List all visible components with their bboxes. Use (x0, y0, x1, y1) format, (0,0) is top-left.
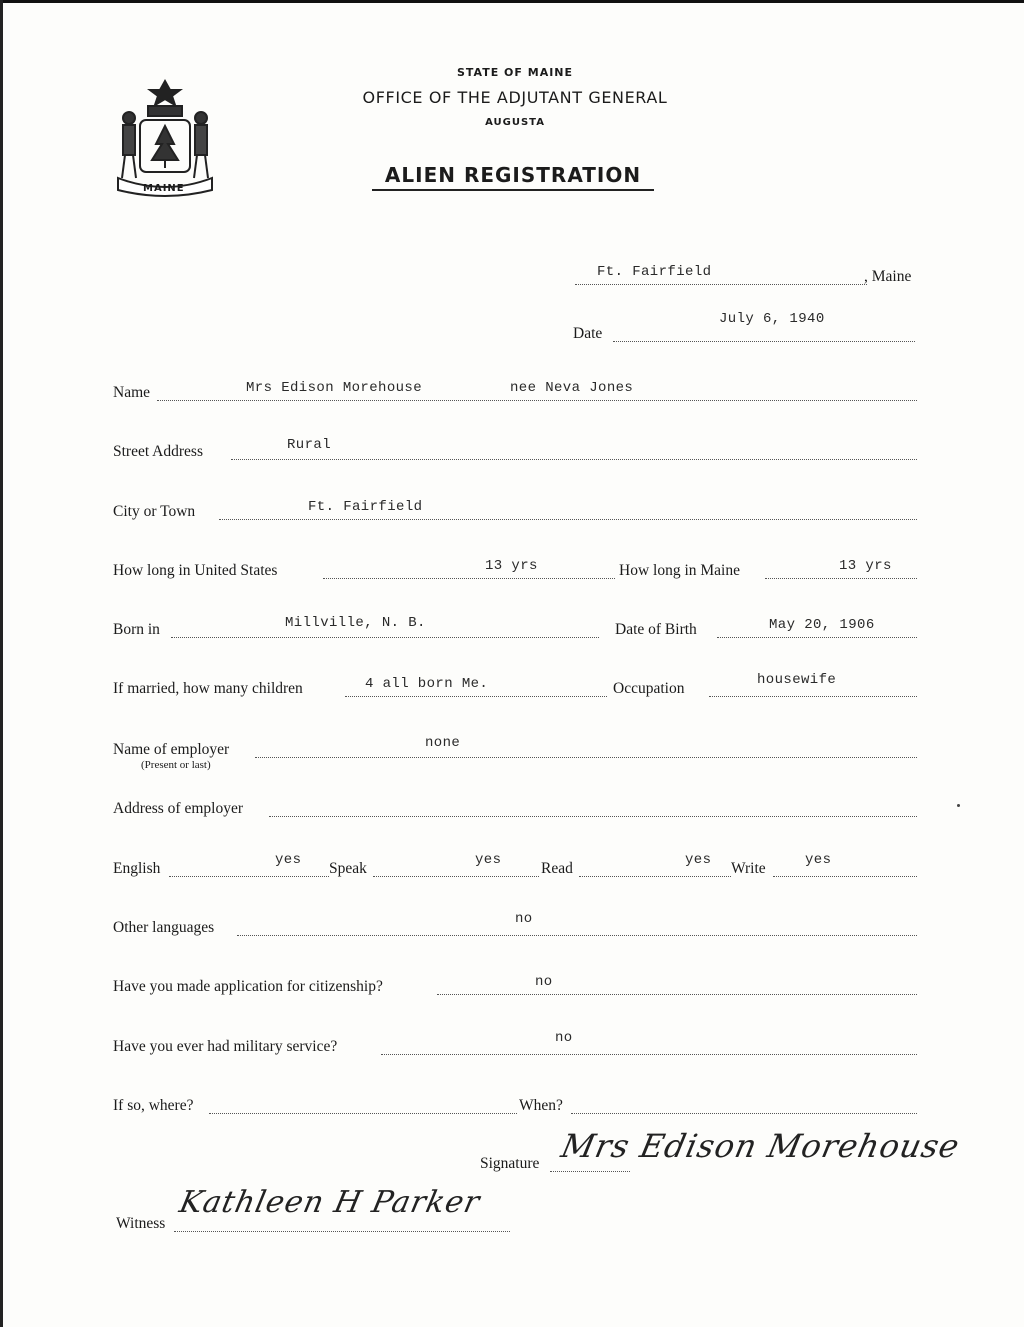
place-row (575, 264, 920, 292)
employer-address-line (269, 800, 917, 817)
employer-line (255, 741, 917, 758)
occupation-value: housewife (757, 672, 837, 688)
date-label: Date (573, 325, 603, 342)
write-value: yes (805, 852, 832, 868)
military-line (381, 1038, 917, 1055)
how-long-maine-label: How long in Maine (619, 562, 740, 579)
write-line (773, 860, 917, 877)
read-label: Read (541, 860, 573, 877)
citizenship-label: Have you made application for citizenship? (113, 978, 383, 995)
where-label: If so, where? (113, 1097, 194, 1114)
how-long-us-value: 13 yrs (485, 558, 538, 574)
speak-line (373, 860, 539, 877)
signature-label: Signature (480, 1155, 540, 1172)
witness-handwriting: Kathleen H Parker (176, 1185, 484, 1220)
date-of-birth-label: Date of Birth (615, 621, 697, 638)
write-label: Write (731, 860, 766, 877)
title-underline (372, 189, 654, 191)
children-label: If married, how many children (113, 680, 303, 697)
citizenship-line (437, 978, 917, 995)
read-value: yes (685, 852, 712, 868)
date-line (613, 325, 915, 342)
other-languages-line (237, 919, 917, 936)
street-address-line (231, 443, 917, 460)
signature-row (480, 1127, 964, 1185)
speak-value: yes (475, 852, 502, 868)
born-row (113, 615, 917, 645)
employer-row (113, 735, 917, 773)
military-value: no (555, 1030, 573, 1046)
city-heading: AUGUSTA (485, 117, 545, 128)
when-line (571, 1097, 917, 1114)
city-label: City or Town (113, 503, 196, 520)
other-languages-label: Other languages (113, 919, 215, 936)
state-heading: STATE OF MAINE (456, 66, 574, 79)
employer-address-label: Address of employer (113, 800, 243, 817)
military-label: Have you ever had military service? (113, 1038, 338, 1055)
date-row (573, 311, 918, 349)
children-row (113, 672, 917, 704)
english-value: yes (275, 852, 302, 868)
street-address-label: Street Address (113, 443, 203, 460)
when-label: When? (519, 1097, 563, 1114)
other-languages-value: no (515, 911, 533, 927)
place-suffix: , Maine (864, 268, 912, 285)
date-of-birth-value: May 20, 1906 (769, 617, 875, 633)
occupation-label: Occupation (613, 680, 685, 697)
how-long-maine-value: 13 yrs (839, 558, 892, 574)
where-line (209, 1097, 517, 1114)
english-line (169, 860, 329, 877)
born-in-value: Millville, N. B. (285, 615, 426, 631)
name-label: Name (113, 384, 151, 401)
speak-label: Speak (329, 860, 367, 877)
form-title: ALIEN REGISTRATION (384, 163, 642, 187)
scan-speck (957, 804, 960, 807)
street-address-value: Rural (287, 437, 332, 453)
how-long-row (113, 558, 917, 586)
citizenship-row (113, 974, 917, 1002)
witness-label: Witness (116, 1215, 166, 1232)
city-row (113, 499, 917, 527)
children-value: 4 all born Me. (365, 676, 489, 692)
date-value: July 6, 1940 (719, 311, 825, 327)
street-address-row (113, 437, 917, 467)
witness-row (116, 1185, 516, 1245)
employer-address-row (113, 800, 917, 824)
signature-handwriting: Mrs Edison Morehouse (557, 1127, 964, 1165)
how-long-us-label: How long in United States (113, 562, 278, 579)
scan-border-left (0, 0, 3, 1327)
citizenship-value: no (535, 974, 553, 990)
office-heading: OFFICE OF THE ADJUTANT GENERAL (362, 88, 668, 107)
language-row (113, 852, 917, 884)
employer-sublabel: (Present or last) (141, 759, 211, 771)
city-value: Ft. Fairfield (308, 499, 423, 515)
where-when-row (113, 1097, 917, 1121)
name-maiden-value: nee Neva Jones (510, 380, 634, 396)
scan-border-top (0, 0, 1024, 3)
seal-banner-text: MAINE (143, 183, 185, 194)
employer-label: Name of employer (113, 741, 230, 758)
place-value: Ft. Fairfield (597, 264, 712, 280)
english-label: English (113, 860, 161, 877)
name-value: Mrs Edison Morehouse (246, 380, 423, 396)
military-row (113, 1030, 917, 1062)
employer-value: none (425, 735, 461, 751)
other-languages-row (113, 911, 917, 943)
how-long-us-line (323, 562, 615, 579)
name-row (113, 380, 917, 408)
born-in-label: Born in (113, 621, 160, 638)
